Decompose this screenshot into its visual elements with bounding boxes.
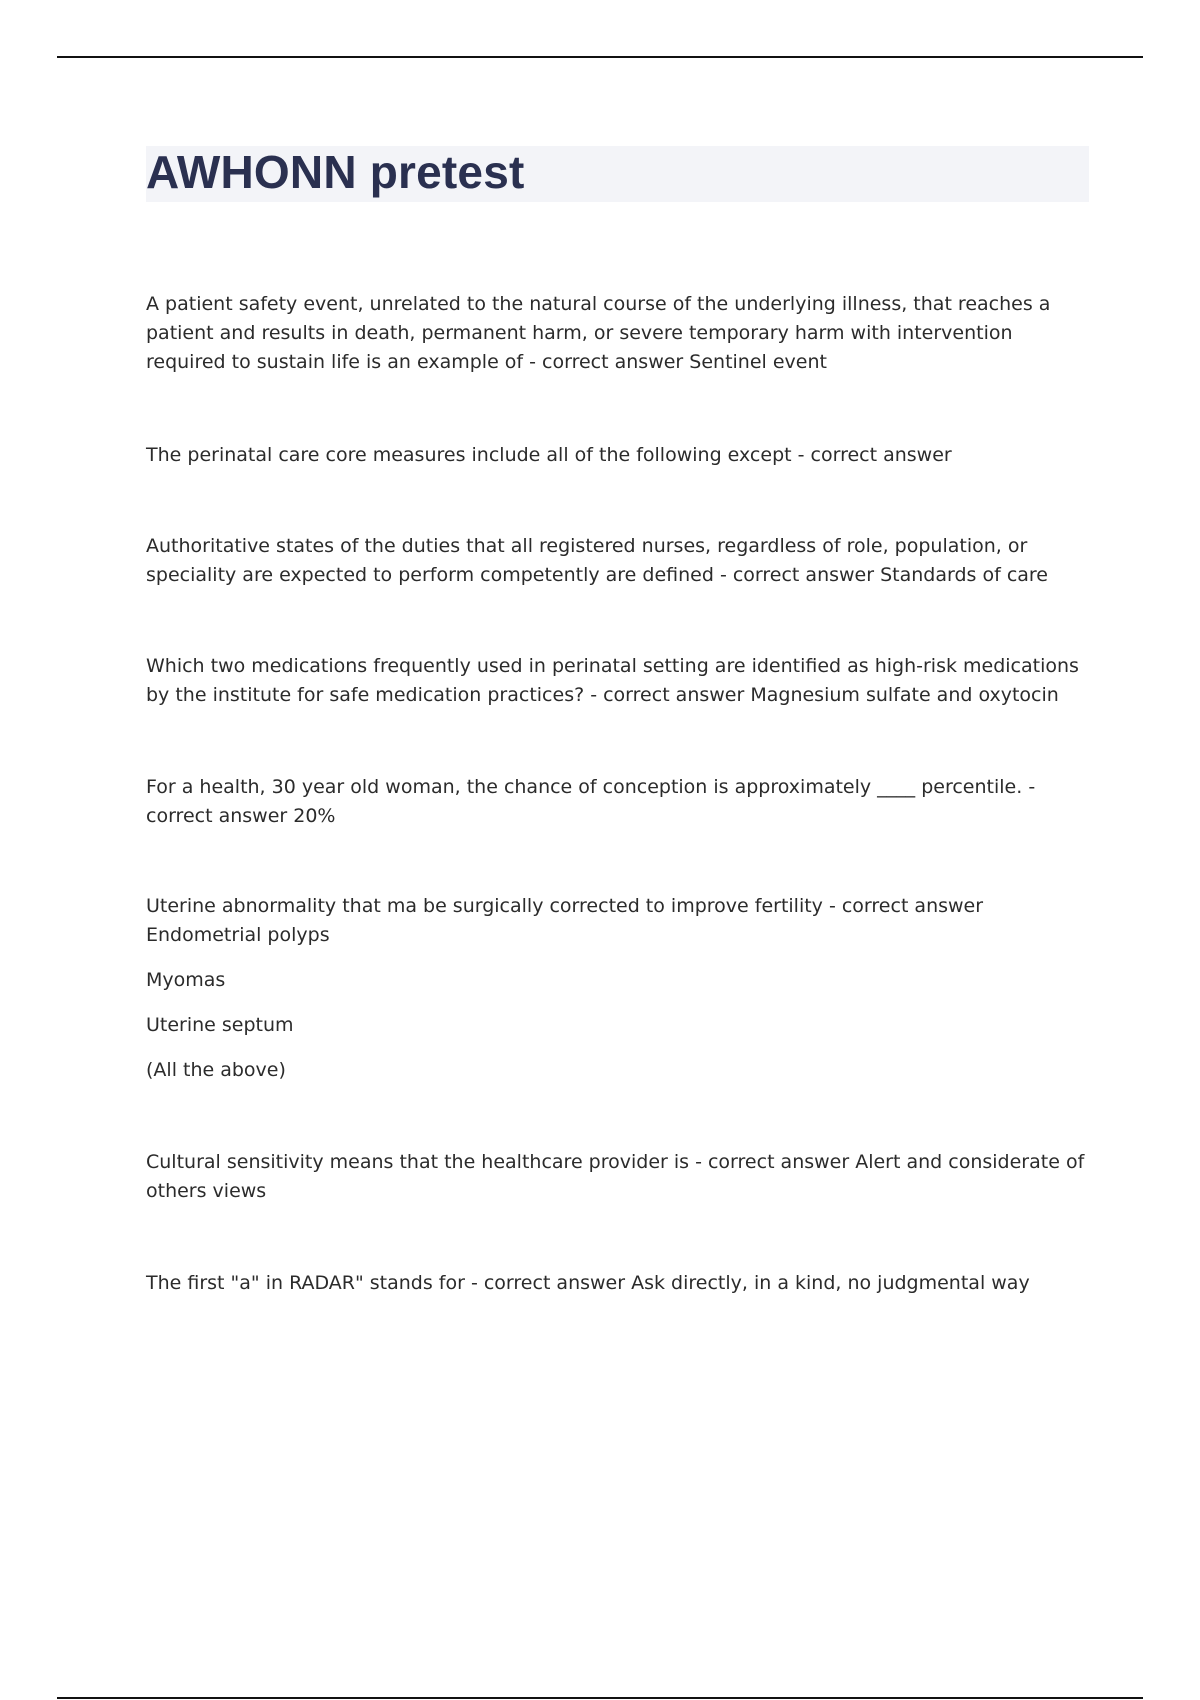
qa-extra-line: (All the above) [146, 1059, 286, 1081]
qa-item [146, 441, 1096, 470]
qa-text: The first "a" in RADAR" stands for - correct answer Ask directly, in a kind, no judgmental way [146, 1272, 1030, 1294]
qa-text: Cultural sensitivity means that the healthcare provider is - correct answer Alert and considerate of others views [146, 1151, 1085, 1202]
qa-text: A patient safety event, unrelated to the natural course of the underlying illness, that reaches a patient and results in death, permanent harm, or severe temporary harm with intervention required to sustain life is an example of - correct answer Sentinel event [146, 293, 1051, 373]
qa-item [146, 1269, 1096, 1298]
qa-text: Uterine abnormality that ma be surgically corrected to improve fertility - correct answer Endometrial polyps [146, 895, 984, 946]
header-rule [57, 56, 1143, 58]
qa-item [146, 1148, 1096, 1206]
qa-text: For a health, 30 year old woman, the chance of conception is approximately ____ percentile. - correct answer 20% [146, 776, 1036, 827]
qa-item [146, 532, 1096, 590]
qa-item [146, 773, 1096, 831]
qa-item [146, 892, 1096, 1085]
footer-rule [57, 1697, 1143, 1699]
qa-text: The perinatal care core measures include all of the following except - correct answer [146, 444, 952, 466]
qa-text: Authoritative states of the duties that all registered nurses, regardless of role, population, or speciality are expected to perform competently are defined - correct answer Standards of care [146, 535, 1048, 586]
qa-extra-line: Uterine septum [146, 1014, 294, 1036]
qa-item [146, 290, 1096, 377]
document-title: AWHONN pretest [146, 146, 525, 198]
qa-item [146, 652, 1096, 710]
qa-text: Which two medications frequently used in perinatal setting are identified as high-risk medications by the institute for safe medication practices? - correct answer Magnesium sulfate and oxytocin [146, 655, 1079, 706]
qa-extra-line: Myomas [146, 969, 226, 991]
